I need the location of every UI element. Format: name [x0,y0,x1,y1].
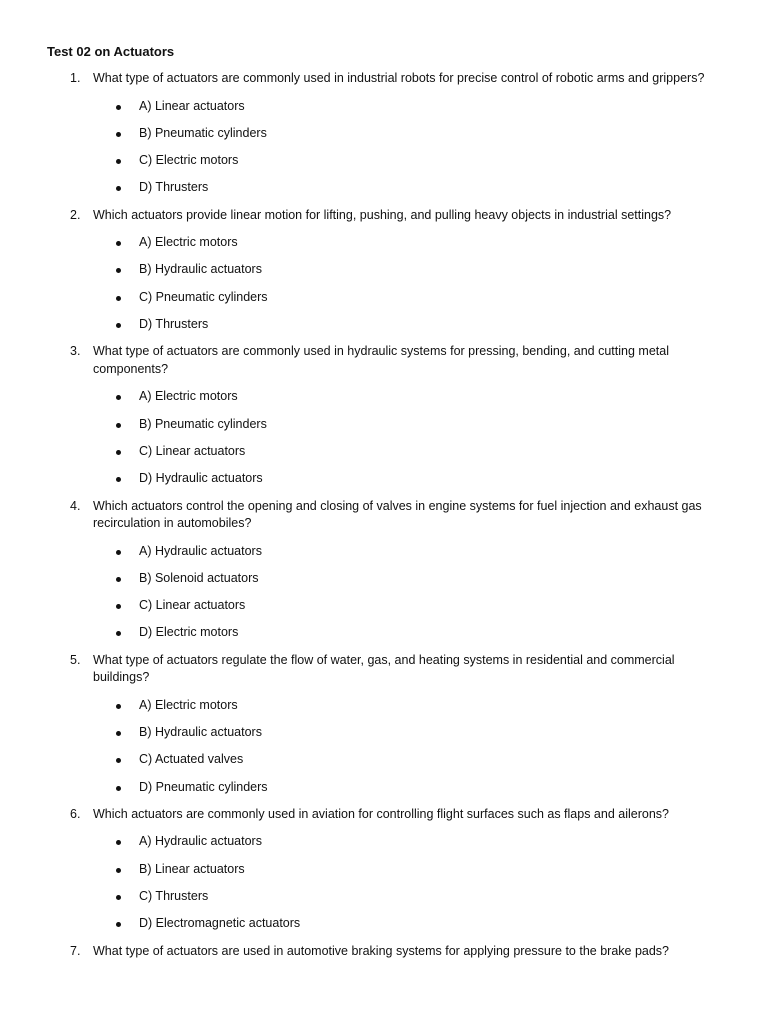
option-label: C) Linear actuators [139,598,246,613]
question-list [0,70,768,960]
option-item [0,560,768,587]
option-item [0,460,768,487]
question-2 [0,207,768,334]
option-label: A) Electric motors [139,389,238,404]
question-3 [0,343,768,487]
option-list [0,224,768,333]
option-list [0,533,768,642]
question-number: 7. [70,943,81,958]
option-label: B) Linear actuators [139,861,245,876]
option-item [0,433,768,460]
option-label: D) Electromagnetic actuators [139,916,301,931]
question-row [0,498,768,533]
option-item [0,142,768,169]
bullet-icon [116,132,121,137]
option-item [0,279,768,306]
option-label: B) Pneumatic cylinders [139,125,267,140]
option-label: A) Electric motors [139,697,238,712]
bullet-icon [116,186,121,191]
question-row [0,343,768,378]
option-item [0,714,768,741]
question-row [0,652,768,687]
question-row [0,207,768,225]
question-7 [0,943,768,961]
option-label: A) Hydraulic actuators [139,543,262,558]
bullet-icon [116,159,121,164]
option-item [0,851,768,878]
option-list [0,823,768,932]
option-item [0,614,768,641]
option-item [0,533,768,560]
option-label: B) Solenoid actuators [139,570,259,585]
bullet-icon [116,922,121,927]
option-item [0,115,768,142]
option-label: A) Linear actuators [139,98,245,113]
option-item [0,406,768,433]
option-item [0,587,768,614]
question-text: Which actuators control the opening and closing of valves in engine systems for fuel injection and exhaust gas recirculation in automobiles? [93,498,702,531]
option-item [0,306,768,333]
option-label: C) Electric motors [139,153,239,168]
bullet-icon [116,604,121,609]
question-5 [0,652,768,796]
bullet-icon [116,105,121,110]
option-list [0,687,768,796]
option-label: C) Linear actuators [139,443,246,458]
bullet-icon [116,868,121,873]
question-text: What type of actuators are used in automotive braking systems for applying pressure to the brake pads? [93,943,670,958]
option-label: B) Pneumatic cylinders [139,416,267,431]
question-text: What type of actuators are commonly used in hydraulic systems for pressing, bending, and cutting metal components? [93,344,669,376]
question-row [0,943,768,961]
option-label: B) Hydraulic actuators [139,725,262,740]
option-list [0,378,768,487]
question-1 [0,70,768,197]
option-item [0,741,768,768]
bullet-icon [116,450,121,455]
question-number: 1. [70,71,81,85]
option-label: D) Electric motors [139,625,239,640]
question-text: Which actuators provide linear motion for lifting, pushing, and pulling heavy objects in industrial settings? [93,207,672,222]
bullet-icon [116,758,121,763]
question-number: 3. [70,344,81,359]
question-number: 4. [70,498,81,513]
bullet-icon [116,631,121,636]
question-text: What type of actuators regulate the flow of water, gas, and heating systems in residential and commercial buildings? [93,652,675,685]
option-list [0,88,768,197]
question-row [0,70,768,88]
option-item [0,169,768,196]
question-number: 5. [70,652,81,667]
bullet-icon [116,477,121,482]
option-item [0,224,768,251]
option-label: C) Pneumatic cylinders [139,289,268,304]
option-item [0,378,768,405]
question-number: 2. [70,207,81,222]
option-label: C) Actuated valves [139,752,244,767]
option-label: A) Hydraulic actuators [139,834,262,849]
question-4 [0,498,768,642]
bullet-icon [116,840,121,845]
bullet-icon [116,323,121,328]
option-item [0,251,768,278]
question-text: What type of actuators are commonly used in industrial robots for precise control of robotic arms and grippers? [93,71,705,85]
bullet-icon [116,895,121,900]
bullet-icon [116,550,121,555]
question-number: 6. [70,806,81,821]
option-item [0,687,768,714]
option-label: D) Hydraulic actuators [139,471,263,486]
bullet-icon [116,786,121,791]
option-label: D) Thrusters [139,180,209,195]
bullet-icon [116,241,121,246]
option-item [0,88,768,115]
option-label: B) Hydraulic actuators [139,262,262,277]
bullet-icon [116,268,121,273]
question-text: Which actuators are commonly used in aviation for controlling flight surfaces such as flaps and ailerons? [93,806,669,821]
option-label: D) Thrusters [139,317,209,332]
option-label: A) Electric motors [139,235,238,250]
option-item [0,769,768,796]
option-item [0,878,768,905]
question-6 [0,806,768,933]
bullet-icon [116,395,121,400]
option-item [0,905,768,932]
bullet-icon [116,704,121,709]
option-item [0,823,768,850]
option-label: C) Thrusters [139,889,209,904]
option-label: D) Pneumatic cylinders [139,779,268,794]
bullet-icon [116,577,121,582]
bullet-icon [116,296,121,301]
bullet-icon [116,423,121,428]
question-row [0,806,768,824]
document-title: Test 02 on Actuators [47,44,175,59]
bullet-icon [116,731,121,736]
